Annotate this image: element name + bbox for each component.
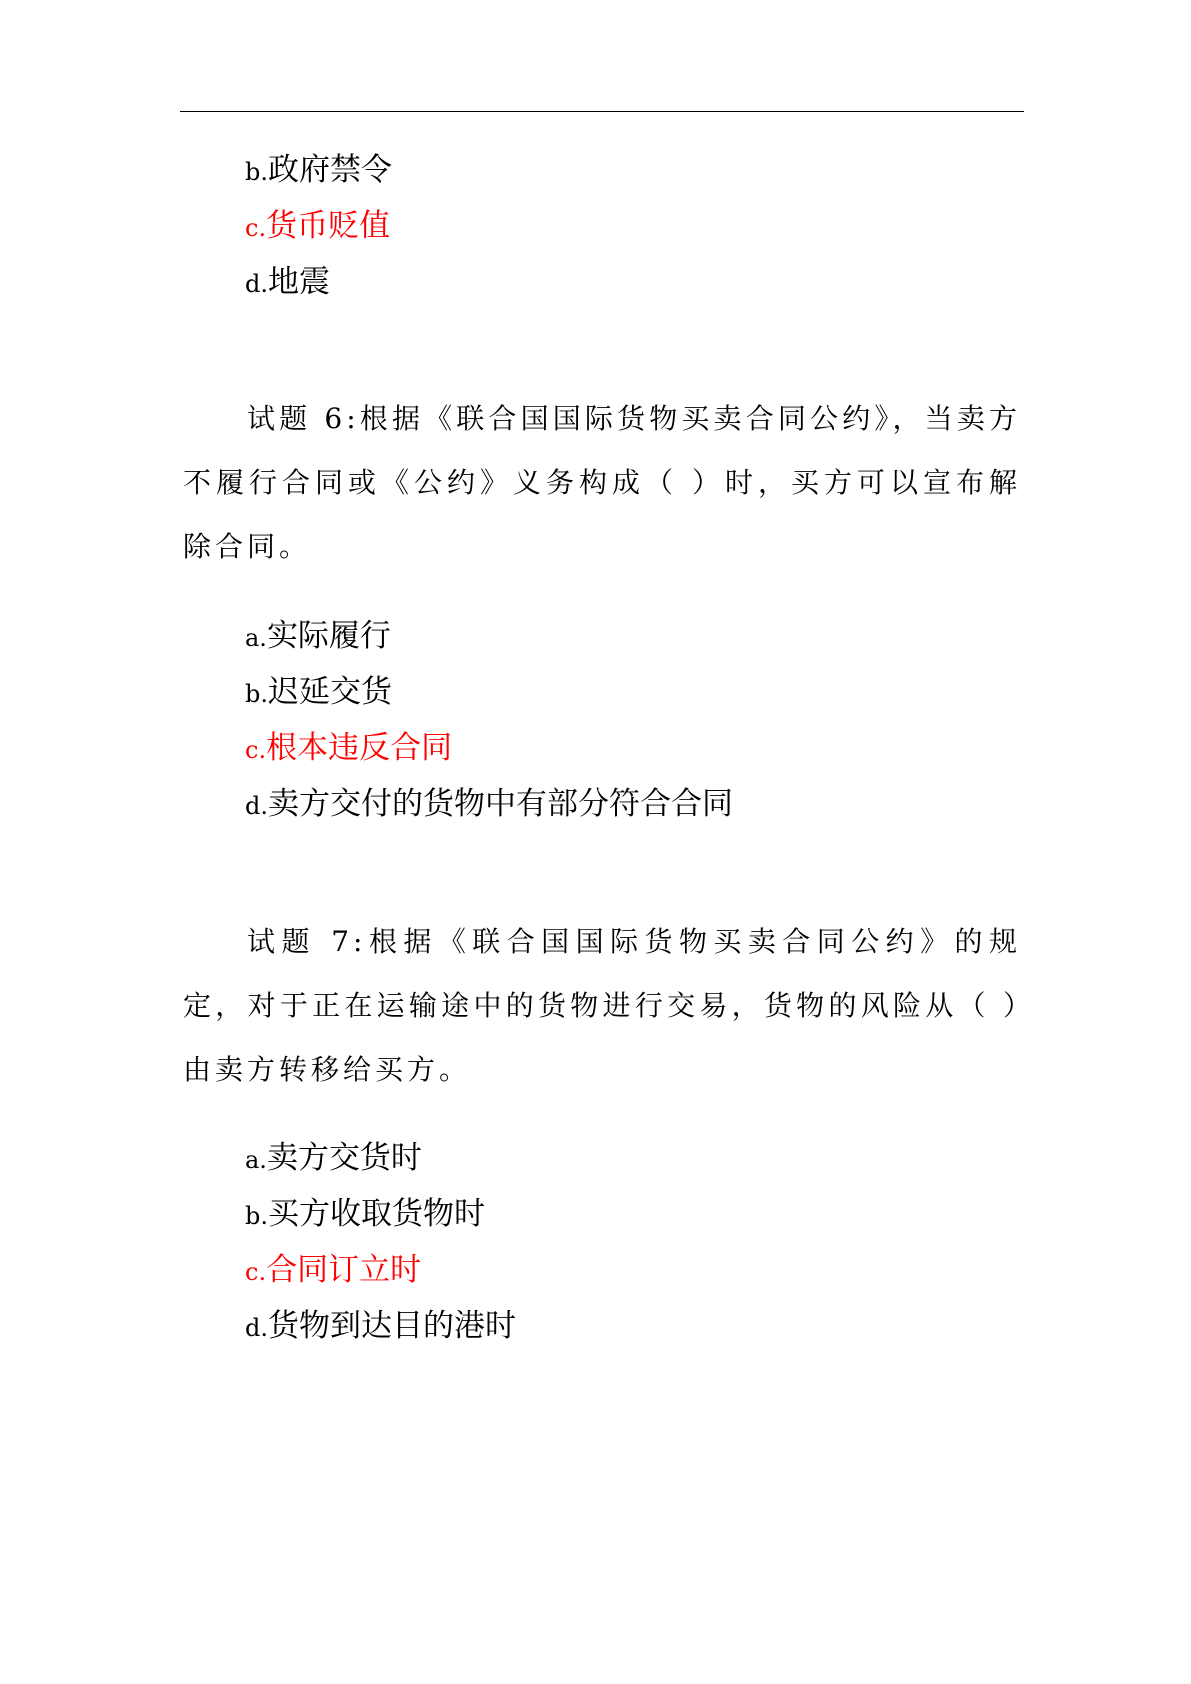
option-letter: b. xyxy=(245,1202,268,1230)
q7-option-c-correct xyxy=(245,1248,421,1292)
option-letter: c. xyxy=(245,214,267,242)
q7-option-d xyxy=(245,1304,516,1348)
q6-option-c-correct xyxy=(245,726,452,770)
option-text: 政府禁令 xyxy=(268,152,392,188)
question-7-text: 试题 7:根据《联合国国际货物买卖合同公约》的规定，对于正在运输途中的货物进行交易，货物的风险从（ ）由卖方转移给买方。 xyxy=(183,925,1021,1086)
option-text: 根本违反合同 xyxy=(266,730,453,766)
q6-option-a xyxy=(245,614,391,658)
q7-option-b xyxy=(245,1192,485,1236)
option-text: 买方收取货物时 xyxy=(268,1196,485,1232)
option-letter: d. xyxy=(245,270,268,298)
question-6-text: 试题 6:根据《联合国国际货物买卖合同公约》，当卖方不履行合同或《公约》义务构成（ ）时，买方可以宣布解除合同。 xyxy=(183,402,1021,563)
option-text: 货物到达目的港时 xyxy=(268,1308,516,1344)
option-letter: b. xyxy=(245,680,268,708)
option-letter: b. xyxy=(245,158,268,186)
option-letter: c. xyxy=(245,1258,267,1286)
option-letter: d. xyxy=(245,792,268,820)
option-c-correct xyxy=(245,204,390,248)
q7-option-a xyxy=(245,1136,422,1180)
option-d xyxy=(245,260,330,304)
option-text: 货币贬值 xyxy=(266,208,391,244)
q6-option-b xyxy=(245,670,392,714)
option-text: 卖方交付的货物中有部分符合合同 xyxy=(268,786,733,822)
option-letter: a. xyxy=(245,624,267,652)
option-text: 卖方交货时 xyxy=(266,1140,422,1176)
option-letter: c. xyxy=(245,736,267,764)
option-text: 迟延交货 xyxy=(268,674,392,710)
option-text: 实际履行 xyxy=(266,618,391,654)
header-rule xyxy=(180,111,1024,112)
option-text: 合同订立时 xyxy=(266,1252,422,1288)
option-b xyxy=(245,148,392,192)
option-letter: a. xyxy=(245,1146,267,1174)
option-text: 地震 xyxy=(268,264,330,300)
option-letter: d. xyxy=(245,1314,268,1342)
q6-option-d xyxy=(245,782,733,826)
